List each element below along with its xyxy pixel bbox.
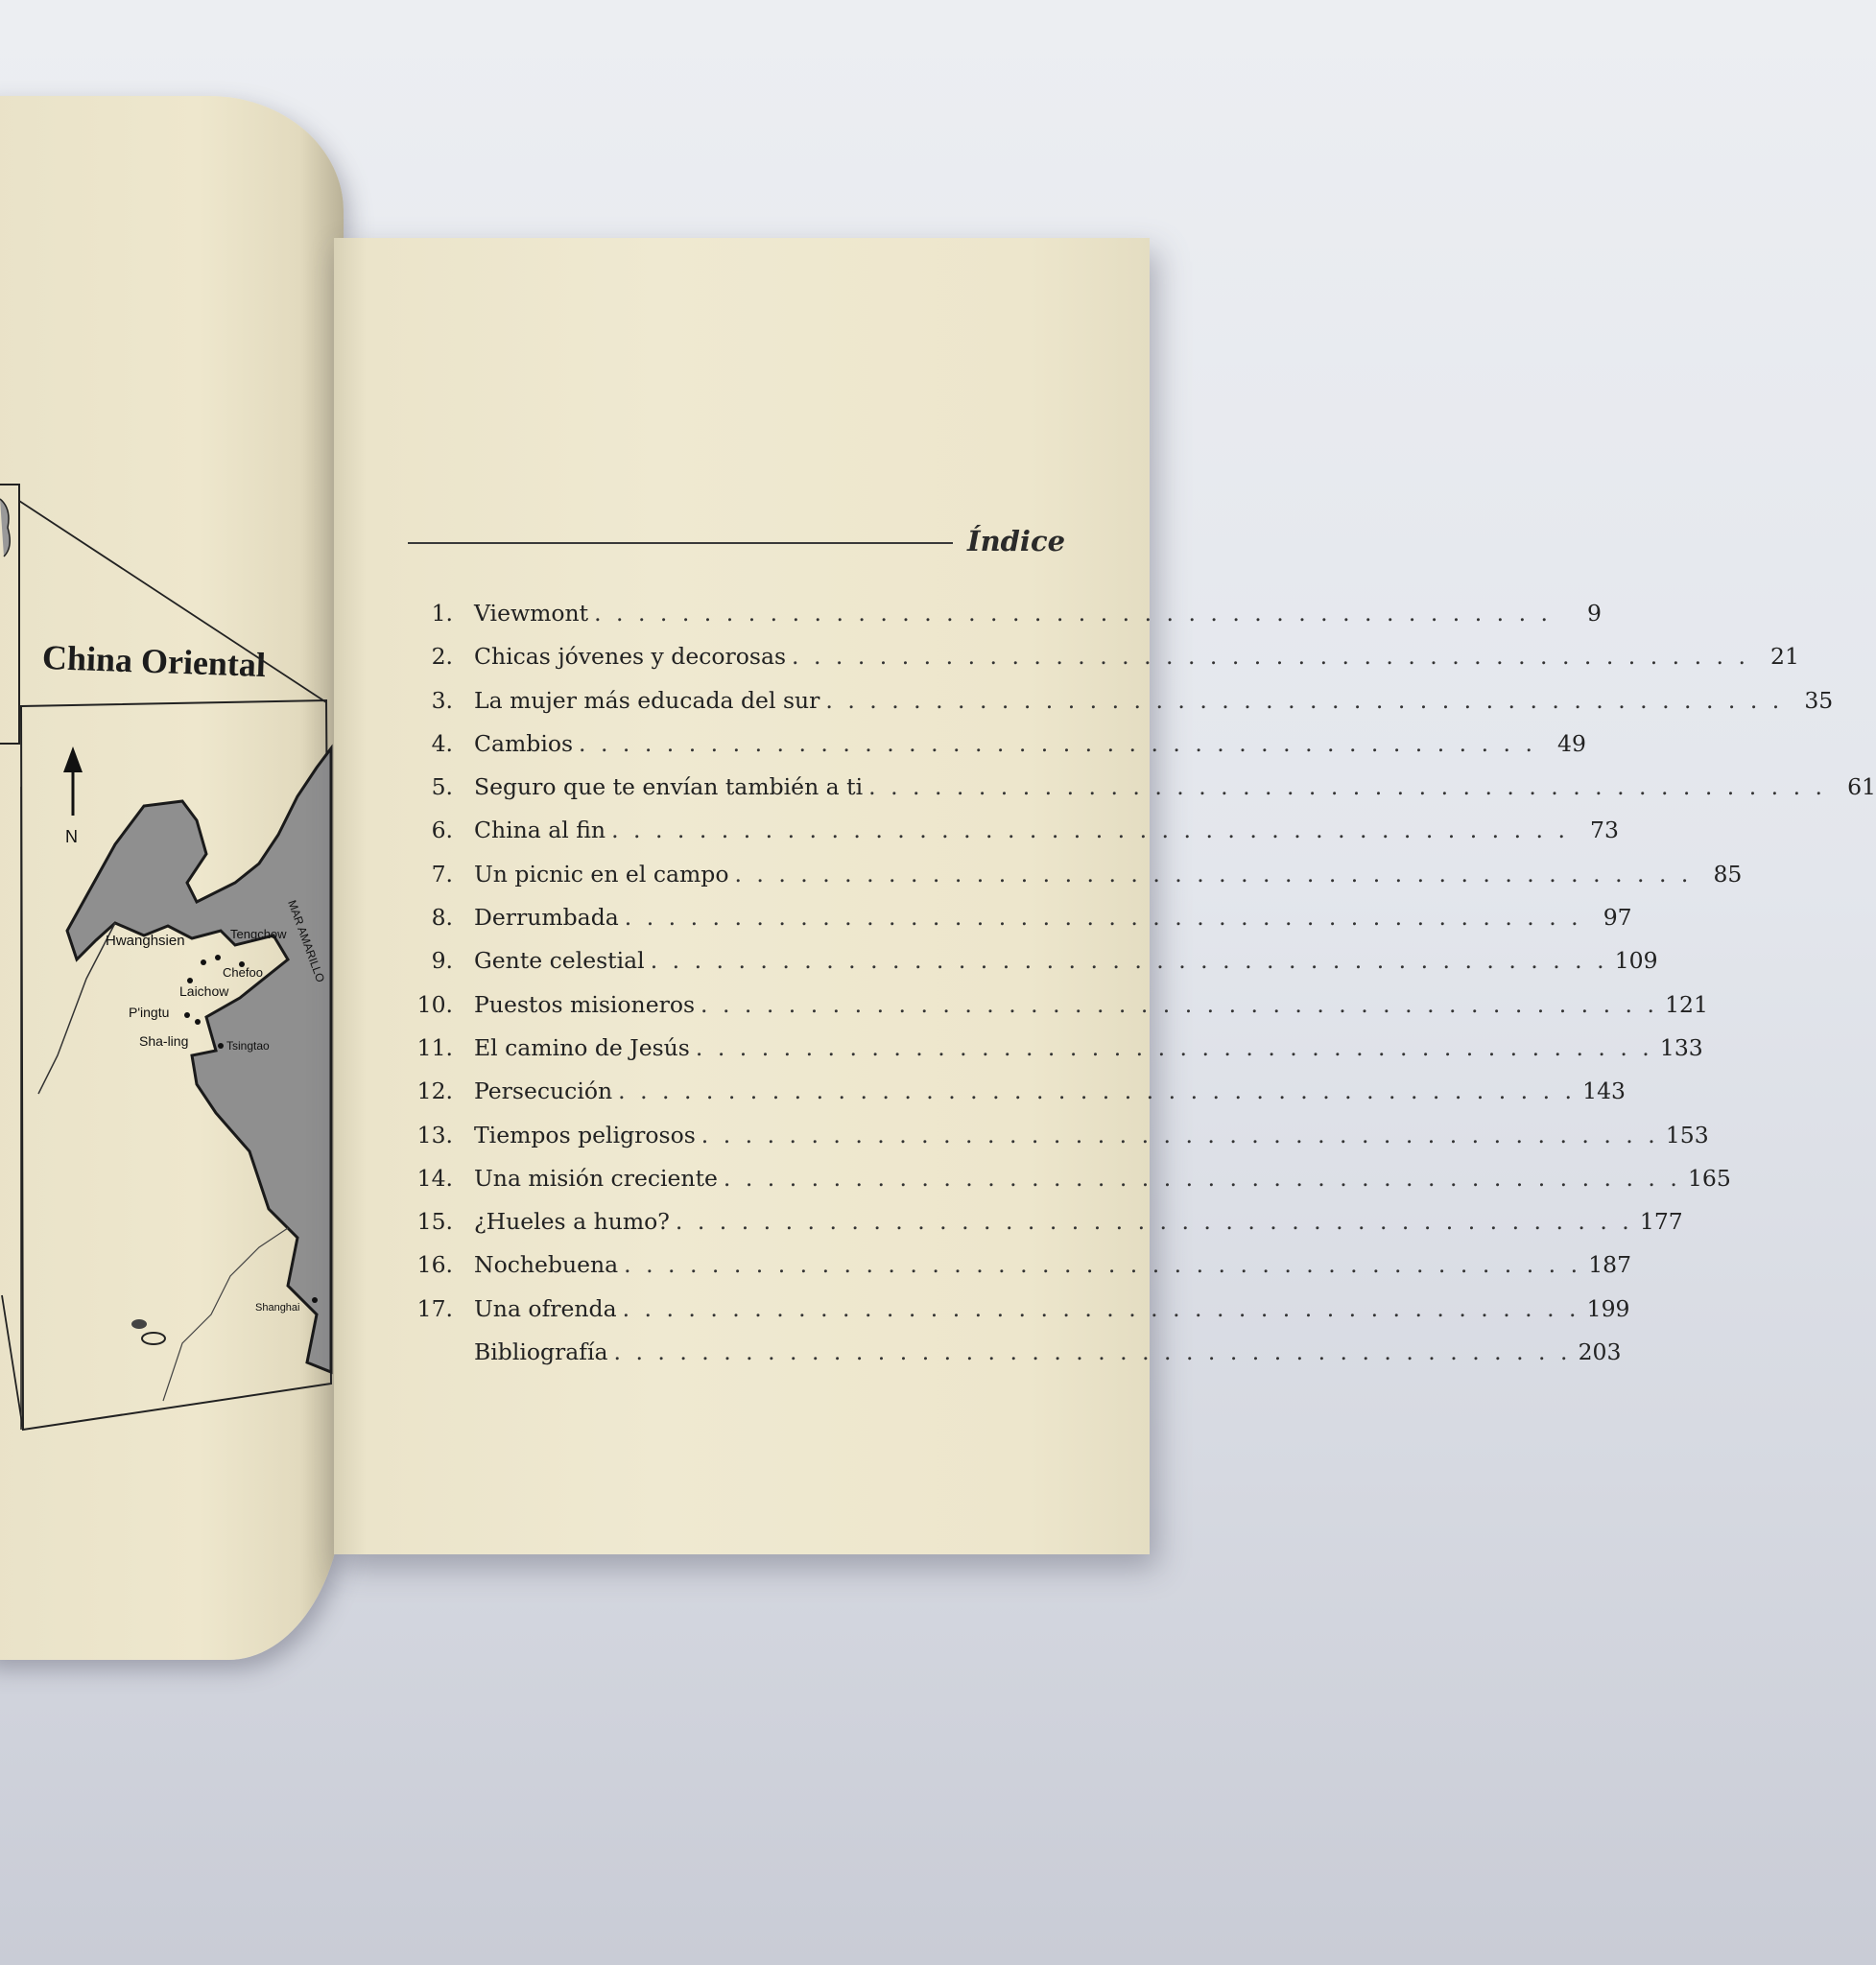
toc-entry-number: 3.	[431, 686, 453, 714]
toc-entry-page: 35	[1804, 686, 1834, 714]
toc-entry-page: 121	[1665, 990, 1708, 1018]
city-dot	[184, 1012, 190, 1018]
toc-entry-page: 97	[1603, 904, 1632, 932]
toc-entry-title: Una ofrenda	[474, 1294, 617, 1322]
toc-entry-number: 7.	[431, 860, 453, 888]
toc-entry	[403, 643, 1799, 686]
toc-entry-number: 16.	[416, 1251, 453, 1279]
toc-entry-leader: . . . . . . . . . . . . . . . . . . . . . . . . . . . . . . . . . . . . . . . . . . . .	[723, 1164, 1681, 1192]
toc-entry-number: 6.	[431, 817, 453, 844]
place-label: Chefoo	[223, 965, 263, 980]
toc-entry-page: 85	[1713, 860, 1743, 888]
toc-entry-leader: . . . . . . . . . . . . . . . . . . . . . . . . . . . . . . . . . . . . . . . . . . . .	[650, 947, 1608, 975]
toc-entry-number: 11.	[416, 1033, 453, 1061]
toc-entry	[403, 686, 1834, 730]
city-dot	[215, 955, 221, 960]
north-arrow-icon	[63, 746, 83, 772]
place-label: Shanghai	[255, 1302, 300, 1314]
toc-entry	[403, 904, 1632, 947]
toc-entry-page: 153	[1665, 1121, 1709, 1148]
map-title: China Oriental	[41, 637, 267, 685]
toc-entry-leader: . . . . . . . . . . . . . . . . . . . . . . . . . . . . . . . . . . . . . . . . . . . .	[825, 686, 1784, 714]
toc-entry-page: 165	[1687, 1164, 1731, 1192]
toc-entry-leader: . . . . . . . . . . . . . . . . . . . . . . . . . . . . . . . . . . . . . . . . . . . .	[701, 1121, 1659, 1148]
place-label: Laichow	[179, 983, 229, 999]
toc-entry-page: 73	[1590, 817, 1619, 844]
toc-entry-page: 61	[1847, 773, 1876, 801]
toc-heading: Índice	[967, 525, 1066, 557]
toc-entry-page: 177	[1639, 1208, 1683, 1236]
toc-entry-title: Una misión creciente	[474, 1164, 718, 1192]
toc-entry-leader: . . . . . . . . . . . . . . . . . . . . . . . . . . . . . . . . . . . . . . . . . . . .	[792, 643, 1749, 671]
river-line	[163, 1228, 288, 1401]
heading-rule	[408, 542, 953, 544]
toc-entry-title: Un picnic en el campo	[474, 860, 729, 888]
toc-entry-page: 9	[1587, 600, 1602, 627]
toc-entry-title: Gente celestial	[474, 947, 645, 975]
toc-entry-number: 4.	[431, 729, 453, 757]
toc-entry-page: 199	[1586, 1294, 1630, 1322]
toc-entry-page: 49	[1557, 729, 1586, 757]
toc-entry-leader: . . . . . . . . . . . . . . . . . . . . . . . . . . . . . . . . . . . . . . . . . . . .	[618, 1077, 1577, 1105]
toc-entry	[403, 990, 1708, 1034]
toc-entry-leader: . . . . . . . . . . . . . . . . . . . . . . . . . . . . . . . . . . . . . . . . . . . .	[695, 1033, 1653, 1061]
toc-entry-number: 15.	[416, 1208, 453, 1236]
city-dot	[195, 1019, 201, 1025]
place-label: Tengchow	[230, 927, 287, 941]
toc-entry-number: 9.	[431, 947, 453, 975]
toc-entry	[403, 947, 1658, 990]
land-region	[67, 748, 331, 1372]
toc-entry-number: 1.	[431, 600, 453, 627]
toc-entry-number: 13.	[416, 1121, 453, 1148]
toc-entry	[403, 1251, 1632, 1294]
toc-entry-leader: . . . . . . . . . . . . . . . . . . . . . . . . . . . . . . . . . . . . . . . . . . . .	[675, 1208, 1633, 1236]
toc-entry	[403, 1208, 1683, 1251]
toc-entry-title: Nochebuena	[474, 1251, 619, 1279]
toc-entry-title: Chicas jóvenes y decorosas	[474, 643, 787, 671]
toc-entry-leader: . . . . . . . . . . . . . . . . . . . . . . . . . . . . . . . . . . . . . . . . . . . .	[622, 1294, 1580, 1322]
toc-entry-title: ¿Hueles a humo?	[474, 1208, 670, 1236]
toc-entry-leader: . . . . . . . . . . . . . . . . . . . . . . . . . . . . . . . . . . . . . . . . . . . .	[594, 600, 1552, 627]
city-dot	[201, 959, 206, 965]
china-map	[0, 480, 336, 1439]
toc-entry-page: 143	[1582, 1077, 1627, 1105]
toc-entry-number: 17.	[416, 1294, 453, 1322]
place-label: Tsingtao	[226, 1039, 270, 1053]
toc-entry-leader: . . . . . . . . . . . . . . . . . . . . . . . . . . . . . . . . . . . . . . . . . . . .	[624, 904, 1582, 932]
island	[142, 1333, 165, 1344]
toc-entry-title: Cambios	[474, 729, 574, 757]
toc-entry-number: 10.	[416, 990, 453, 1018]
toc-entry-title: El camino de Jesús	[474, 1033, 690, 1061]
toc-entry-number: 12.	[416, 1077, 453, 1105]
toc-entry-leader: . . . . . . . . . . . . . . . . . . . . . . . . . . . . . . . . . . . . . . . . . . . .	[579, 729, 1536, 757]
toc-entry-leader: . . . . . . . . . . . . . . . . . . . . . . . . . . . . . . . . . . . . . . . . . . . .	[701, 990, 1658, 1018]
city-dot	[218, 1043, 224, 1049]
sea-label: MAR AMARILLO	[285, 898, 328, 984]
toc-entry	[403, 1338, 1622, 1382]
toc-entry-title: La mujer más educada del sur	[474, 686, 820, 714]
toc-entry-page: 203	[1578, 1338, 1622, 1366]
toc-entry-title: Viewmont	[474, 600, 589, 627]
toc-entry	[403, 1121, 1709, 1165]
toc-entry	[403, 773, 1876, 817]
toc-entry	[403, 1033, 1703, 1077]
toc-entry-leader: . . . . . . . . . . . . . . . . . . . . . . . . . . . . . . . . . . . . . . . . . . . .	[613, 1338, 1572, 1366]
toc-entry-page: 187	[1588, 1251, 1632, 1279]
toc-entry-leader: . . . . . . . . . . . . . . . . . . . . . . . . . . . . . . . . . . . . . . . . . . . .	[868, 773, 1827, 801]
toc-entry-title: Bibliografía	[474, 1338, 608, 1366]
connector-line-bottom	[2, 1295, 23, 1430]
toc-entry-leader: . . . . . . . . . . . . . . . . . . . . . . . . . . . . . . . . . . . . . . . . . . . .	[624, 1251, 1582, 1279]
island	[131, 1319, 147, 1329]
place-label: Sha-ling	[139, 1033, 189, 1049]
toc-entry-page: 109	[1614, 947, 1658, 975]
toc-entry-title: Derrumbada	[474, 904, 619, 932]
toc-entry	[403, 729, 1586, 773]
place-label: Hwanghsien	[106, 933, 185, 949]
toc-entry-title: Tiempos peligrosos	[474, 1121, 696, 1148]
toc-entry-page: 21	[1770, 643, 1799, 671]
toc-entry-title: China al fin	[474, 817, 606, 844]
connector-line-top	[19, 501, 326, 702]
toc-entry-number: 14.	[416, 1164, 453, 1192]
toc-entry-title: Seguro que te envían también a ti	[474, 773, 864, 801]
place-label: P'ingtu	[129, 1005, 170, 1020]
inset-landmass	[0, 499, 10, 556]
toc-entry-page: 133	[1659, 1033, 1703, 1061]
toc-entry	[403, 600, 1602, 643]
toc-entry-number: 5.	[431, 773, 453, 801]
toc-entry	[403, 860, 1743, 904]
toc-entry-title: Persecución	[474, 1077, 613, 1105]
toc-entry	[403, 1077, 1627, 1121]
toc-entry	[403, 1164, 1731, 1208]
toc-entry	[403, 1294, 1630, 1338]
toc-entry-leader: . . . . . . . . . . . . . . . . . . . . . . . . . . . . . . . . . . . . . . . . . . . .	[611, 817, 1569, 844]
toc-entry-number: 8.	[431, 904, 453, 932]
toc-entry-title: Puestos misioneros	[474, 990, 696, 1018]
toc-list	[403, 600, 1876, 1382]
city-dot	[312, 1297, 318, 1303]
toc-entry-leader: . . . . . . . . . . . . . . . . . . . . . . . . . . . . . . . . . . . . . . . . . . . .	[734, 860, 1693, 888]
toc-entry	[403, 817, 1619, 860]
toc-entry-number: 2.	[431, 643, 453, 671]
north-label: N	[65, 827, 78, 846]
